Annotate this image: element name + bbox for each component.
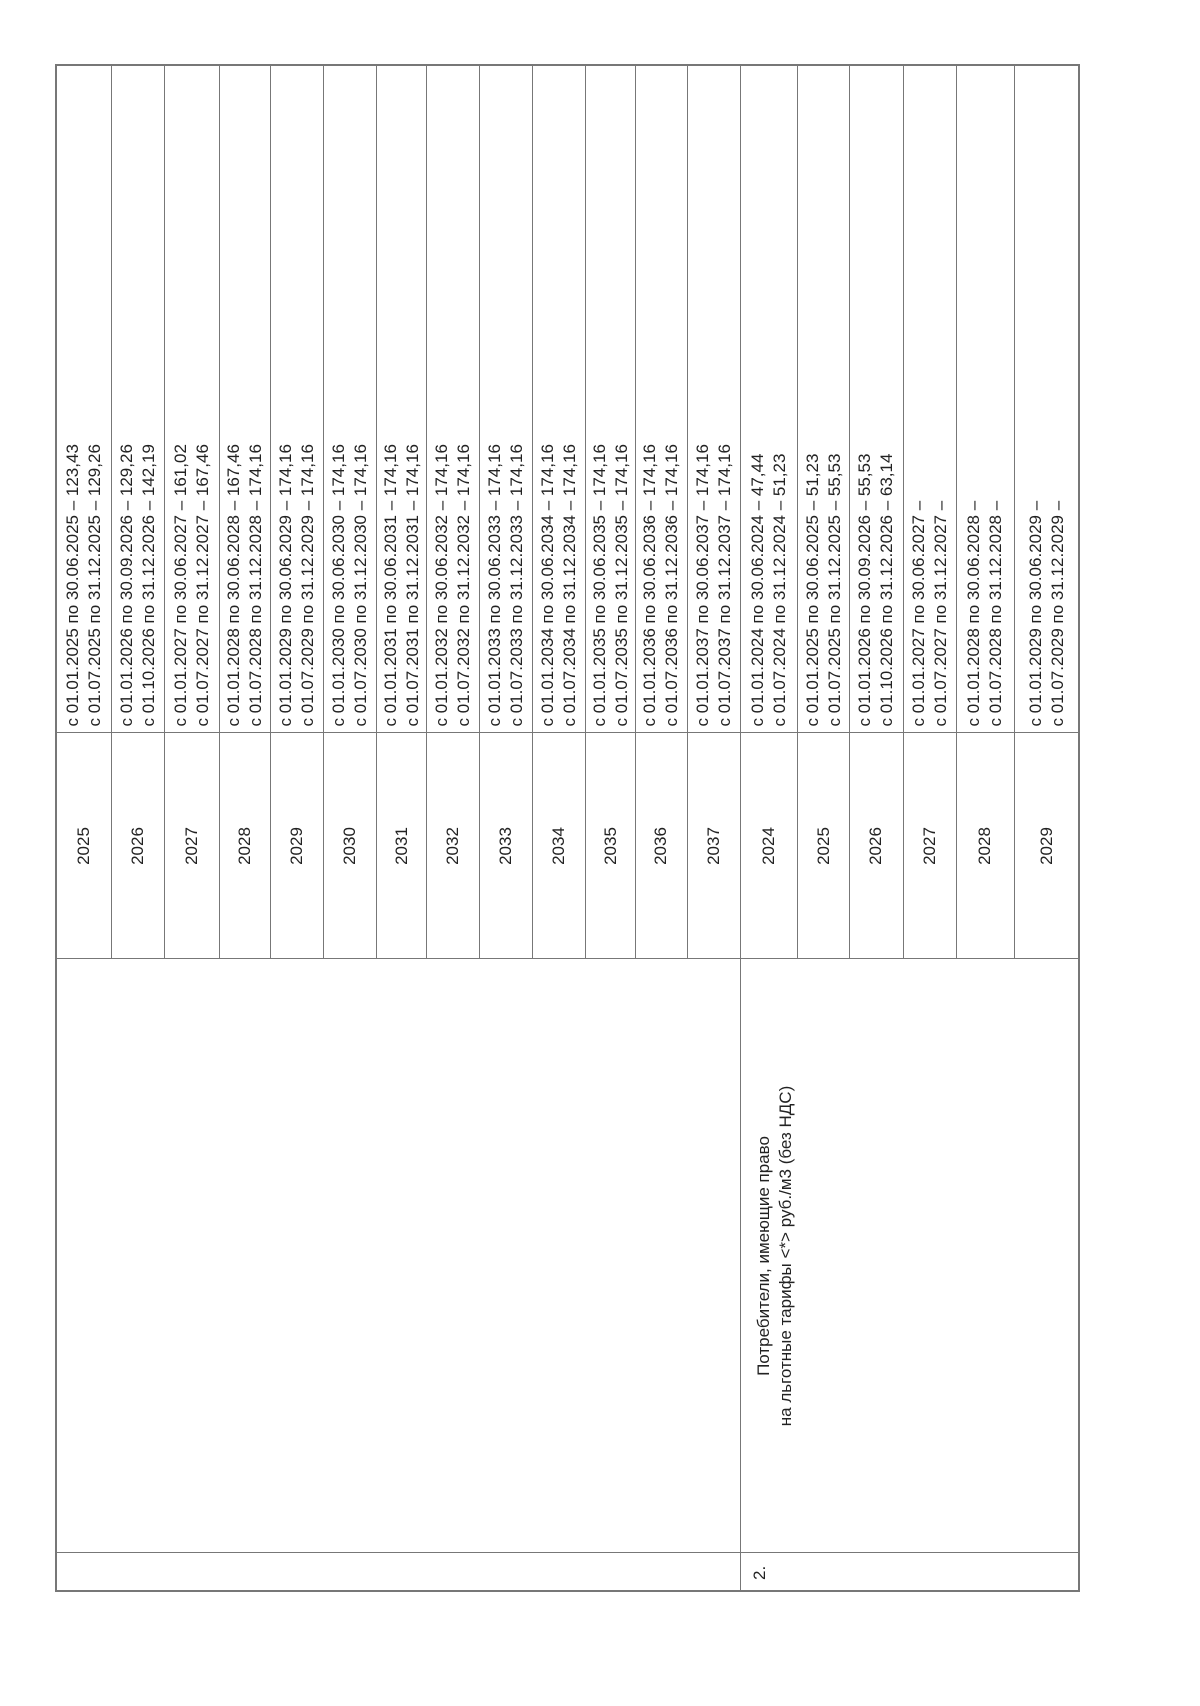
year-cell: 2026: [112, 733, 165, 959]
tariff-period-line: с 01.07.2032 по 31.12.2032 – 174,16: [453, 444, 473, 727]
tariff-periods-cell: [533, 65, 586, 733]
tariff-periods-cell: [219, 65, 270, 733]
tariff-period-line: с 01.07.2029 по 31.12.2029 – 174,16: [298, 444, 317, 727]
tariff-period-line: с 01.07.2025 по 31.12.2025 – 55,53: [824, 453, 844, 727]
tariff-periods-cell: [56, 65, 112, 733]
table-row: [56, 65, 112, 1591]
tariff-periods-cell: [426, 65, 479, 733]
tariff-periods-cell: [956, 65, 1015, 733]
consumer-category-line: на льготные тарифы <*> руб./м3 (без НДС): [776, 1085, 796, 1427]
tariff-period-line: с 01.07.2027 по 31.12.2027 – 167,46: [192, 444, 212, 727]
tariff-period-line: с 01.01.2026 по 30.09.2026 – 129,26: [117, 444, 137, 727]
tariff-periods-cell: [903, 65, 956, 733]
tariff-periods-cell: [479, 65, 533, 733]
tariff-period-line: с 01.07.2025 по 31.12.2025 – 129,26: [85, 444, 105, 727]
year-cell: 2028: [219, 733, 270, 959]
year-cell: 2029: [270, 733, 324, 959]
tariff-period-line: с 01.01.2032 по 30.06.2032 – 174,16: [431, 444, 451, 727]
tariff-period-line: с 01.10.2026 по 31.12.2026 – 142,19: [139, 444, 159, 727]
year-cell: 2032: [426, 733, 479, 959]
tariff-periods-cell: [165, 65, 220, 733]
tariff-period-line: с 01.07.2027 по 31.12.2027 –: [930, 500, 950, 727]
year-cell: 2029: [1015, 733, 1079, 959]
tariff-period-line: с 01.01.2025 по 30.06.2025 – 51,23: [802, 453, 822, 727]
tariff-periods-cell: [741, 65, 798, 733]
tariff-periods-cell: [586, 65, 636, 733]
tariff-period-line: с 01.07.2036 по 31.12.2036 – 174,16: [662, 444, 682, 727]
year-cell: 2027: [903, 733, 956, 959]
tariff-period-line: с 01.01.2031 по 30.06.2031 – 174,16: [380, 444, 400, 727]
tariff-period-line: с 01.07.2034 по 31.12.2034 – 174,16: [560, 444, 580, 727]
tariff-period-line: с 01.01.2037 по 30.06.2037 – 174,16: [693, 444, 713, 727]
tariff-period-line: с 01.01.2030 по 30.06.2030 – 174,16: [329, 444, 349, 727]
tariff-period-line: с 01.01.2027 по 30.06.2027 – 161,02: [170, 444, 190, 727]
tariff-periods-cell: [1015, 65, 1079, 733]
tariff-period-line: с 01.01.2027 по 30.06.2027 –: [908, 500, 928, 727]
tariff-periods-cell: [850, 65, 904, 733]
tariff-table: [55, 64, 1080, 1592]
year-cell: 2026: [850, 733, 904, 959]
year-cell: 2035: [586, 733, 636, 959]
tariff-period-line: с 01.07.2028 по 31.12.2028 – 174,16: [245, 444, 265, 727]
tariff-period-line: с 01.01.2029 по 30.06.2029 –: [1025, 500, 1045, 727]
year-cell: 2031: [377, 733, 427, 959]
tariff-periods-cell: [270, 65, 324, 733]
table-row: [741, 65, 798, 1591]
year-cell: 2036: [635, 733, 687, 959]
year-cell: 2024: [741, 733, 798, 959]
year-cell: 2025: [798, 733, 850, 959]
year-cell: 2025: [56, 733, 112, 959]
tariff-table-body: [56, 65, 1079, 1591]
item-number-cell: [56, 1553, 741, 1591]
consumer-category-cell: [741, 959, 1079, 1553]
tariff-period-line: с 01.07.2035 по 31.12.2035 – 174,16: [611, 444, 631, 727]
tariff-period-line: с 01.07.2030 по 31.12.2030 – 174,16: [351, 444, 371, 727]
item-number-cell: 2.: [741, 1553, 1079, 1591]
tariff-period-line: с 01.07.2024 по 31.12.2024 – 51,23: [770, 453, 790, 727]
tariff-periods-cell: [324, 65, 377, 733]
tariff-period-line: с 01.07.2028 по 31.12.2028 –: [986, 500, 1006, 727]
tariff-period-line: с 01.01.2028 по 30.06.2028 –: [964, 500, 984, 727]
tariff-periods-cell: [687, 65, 741, 733]
consumer-category-line: Потребители, имеющие право: [754, 1136, 774, 1376]
tariff-period-line: с 01.01.2028 по 30.06.2028 – 167,46: [223, 444, 243, 727]
tariff-periods-cell: [798, 65, 850, 733]
tariff-periods-cell: [112, 65, 165, 733]
year-cell: 2037: [687, 733, 741, 959]
tariff-period-line: с 01.01.2026 по 30.09.2026 – 55,53: [855, 453, 875, 727]
tariff-period-line: с 01.07.2031 по 31.12.2031 – 174,16: [402, 444, 422, 727]
year-cell: 2027: [165, 733, 220, 959]
tariff-period-line: с 01.01.2025 по 30.06.2025 – 123,43: [63, 444, 83, 727]
tariff-period-line: с 01.07.2037 по 31.12.2037 – 174,16: [715, 444, 735, 727]
tariff-period-line: с 01.01.2035 по 30.06.2035 – 174,16: [589, 444, 609, 727]
year-cell: 2033: [479, 733, 533, 959]
tariff-period-line: с 01.01.2034 по 30.06.2034 – 174,16: [538, 444, 558, 727]
tariff-period-line: с 01.01.2029 по 30.06.2029 – 174,16: [276, 444, 295, 727]
tariff-periods-cell: [635, 65, 687, 733]
tariff-period-line: с 01.01.2033 по 30.06.2033 – 174,16: [485, 444, 505, 727]
tariff-period-line: с 01.07.2029 по 31.12.2029 –: [1047, 500, 1067, 727]
tariff-period-line: с 01.07.2033 по 31.12.2033 – 174,16: [507, 444, 527, 727]
consumer-category-cell: [56, 959, 741, 1553]
year-cell: 2028: [956, 733, 1015, 959]
tariff-period-line: с 01.01.2024 по 30.06.2024 – 47,44: [748, 453, 768, 727]
rotated-document-page: [55, 66, 1080, 1592]
year-cell: 2030: [324, 733, 377, 959]
tariff-period-line: с 01.01.2036 по 30.06.2036 – 174,16: [640, 444, 660, 727]
year-cell: 2034: [533, 733, 586, 959]
tariff-period-line: с 01.10.2026 по 31.12.2026 – 63,14: [877, 453, 897, 727]
tariff-periods-cell: [377, 65, 427, 733]
